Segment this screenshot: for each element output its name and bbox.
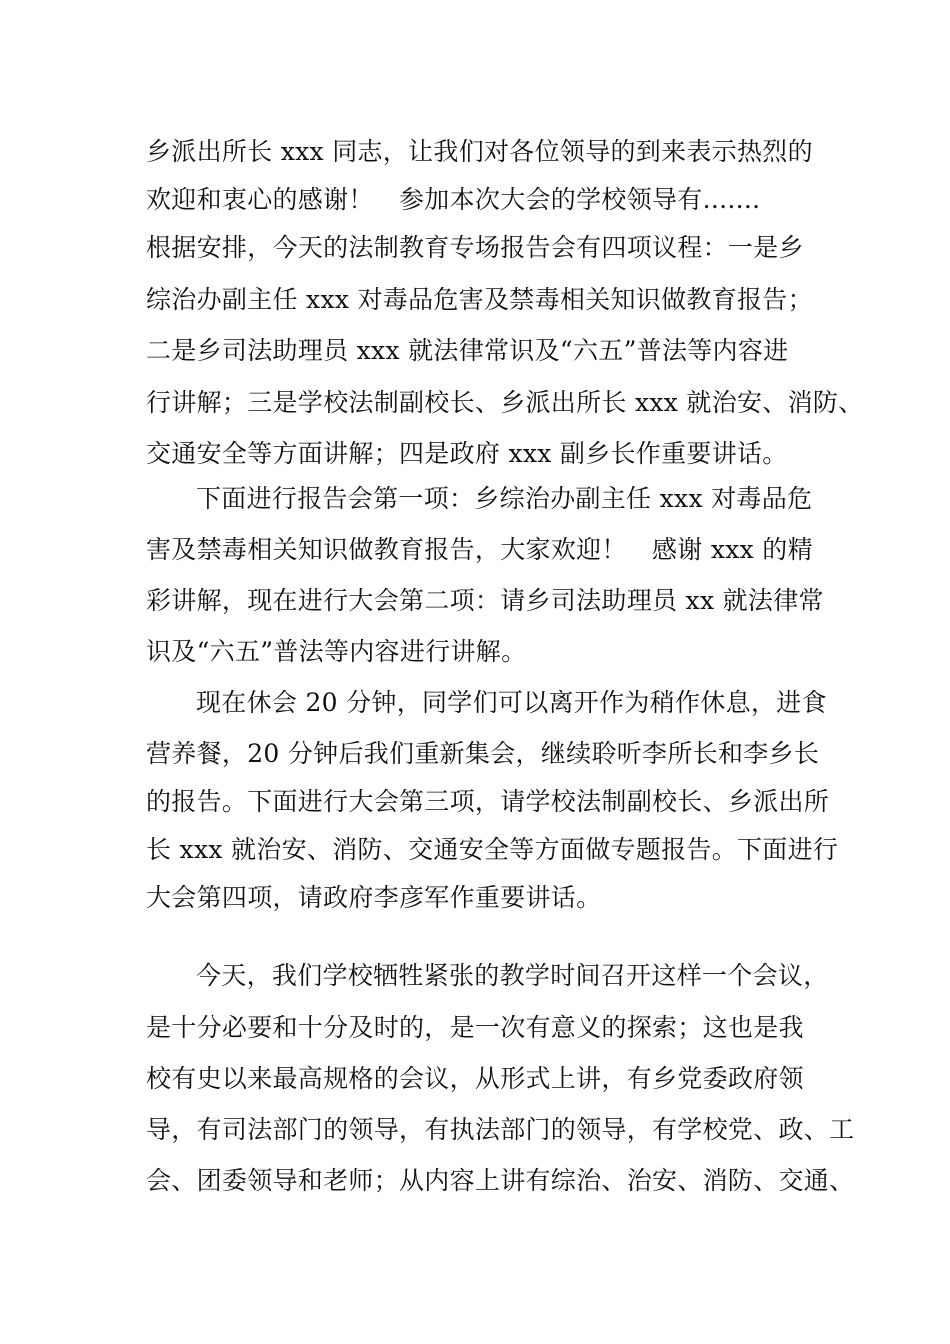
text-line: 导，有司法部门的领导，有执法部门的领导，有学校党、政、工 [146, 1115, 855, 1144]
text-line: 害及禁毒相关知识做教育报告，大家欢迎！ 感谢 xxx 的精 [146, 535, 813, 564]
text-line: 行讲解；三是学校法制副校长、乡派出所长 xxx 就治安、消防、 [146, 388, 864, 417]
text-line: 现在休会 20 分钟，同学们可以离开作为稍作休息，进食 [196, 688, 827, 717]
text-line: 会、团委领导和老师；从内容上讲有综治、治安、消防、交通、 [146, 1166, 855, 1195]
text-line: 长 xxx 就治安、消防、交通安全等方面做专题报告。下面进行 [146, 835, 839, 864]
text-line: 交通安全等方面讲解；四是政府 xxx 副乡长作重要讲话。 [146, 439, 788, 468]
text-line: 下面进行报告会第一项：乡综治办副主任 xxx 对毒品危 [196, 484, 813, 513]
text-line: 欢迎和衷心的感谢！ 参加本次大会的学校领导有....... [146, 185, 761, 214]
text-line: 识及“六五”普法等内容进行讲解。 [146, 637, 527, 666]
text-line: 二是乡司法助理员 xxx 就法律常识及“六五”普法等内容进 [146, 336, 789, 365]
text-line: 乡派出所长 xxx 同志，让我们对各位领导的到来表示热烈的 [146, 137, 813, 166]
text-line: 综治办副主任 xxx 对毒品危害及禁毒相关知识做教育报告； [146, 285, 813, 314]
text-line: 彩讲解，现在进行大会第二项：请乡司法助理员 xx 就法律常 [146, 586, 824, 615]
text-line: 根据安排，今天的法制教育专场报告会有四项议程：一是乡 [146, 233, 804, 262]
text-line: 的报告。下面进行大会第三项，请学校法制副校长、乡派出所 [146, 787, 830, 816]
text-line: 营养餐，20 分钟后我们重新集会，继续聆听李所长和李乡长 [146, 739, 820, 768]
text-line: 是十分必要和十分及时的，是一次有意义的探索；这也是我 [146, 1013, 804, 1042]
text-line: 今天，我们学校牺牲紧张的教学时间召开这样一个会议， [196, 961, 829, 990]
text-line: 校有史以来最高规格的会议，从形式上讲，有乡党委政府领 [146, 1064, 804, 1093]
text-line: 大会第四项，请政府李彦军作重要讲话。 [146, 883, 602, 912]
